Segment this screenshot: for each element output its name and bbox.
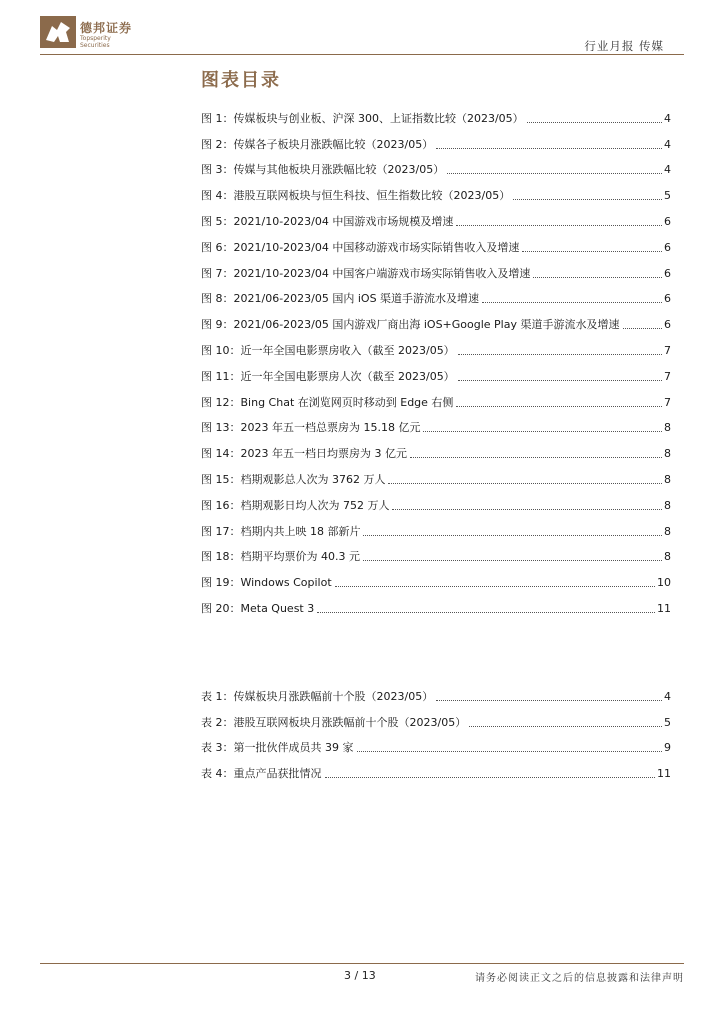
toc-entry[interactable] [201,100,671,126]
toc-label: 图 14：2023 年五一档日均票房为 3 亿元 [201,447,407,461]
toc-label: 表 4：重点产品获批情况 [201,767,322,781]
toc-page: 6 [664,318,671,332]
toc-label: 图 9：2021/06-2023/05 国内游戏厂商出海 iOS+Google Play 渠道手游流水及增速 [201,318,620,332]
toc-label: 图 13：2023 年五一档总票房为 15.18 亿元 [201,421,421,435]
footer-divider [40,963,684,964]
dot-leader [527,122,662,123]
figure-list [201,100,671,616]
dot-leader [623,328,663,329]
dot-leader [533,277,662,278]
toc-entry[interactable] [201,678,671,704]
toc-page: 8 [664,550,671,564]
dot-leader [456,406,662,407]
toc-page: 8 [664,524,671,538]
toc-entry[interactable] [201,306,671,332]
dot-leader [357,751,663,752]
dot-leader [469,726,662,727]
header-divider [40,54,684,55]
toc-label: 图 1：传媒板块与创业板、沪深 300、上证指数比较（2023/05） [201,111,524,125]
toc-label: 表 2：港股互联网板块月涨跌幅前十个股（2023/05） [201,715,467,729]
dot-leader [522,251,662,252]
toc-page: 8 [664,421,671,435]
toc-entry[interactable] [201,255,671,281]
logo-mark-icon [40,16,76,48]
dot-leader [458,380,662,381]
report-category: 行业月报 传媒 [584,39,664,53]
toc-page: 4 [664,111,671,125]
toc-label: 图 4：港股互联网板块与恒生科技、恒生指数比较（2023/05） [201,189,511,203]
toc-page: 6 [664,266,671,280]
toc-entry[interactable] [201,177,671,203]
toc-entry[interactable] [201,704,671,730]
toc-page: 4 [664,137,671,151]
toc-entry[interactable] [201,730,671,756]
dot-leader [392,509,662,510]
toc-label: 图 2：传媒各子板块月涨跌幅比较（2023/05） [201,137,434,151]
toc-label: 图 11：近一年全国电影票房人次（截至 2023/05） [201,369,455,383]
toc-entry[interactable] [201,152,671,178]
toc-page: 6 [664,240,671,254]
toc-entry[interactable] [201,332,671,358]
toc-entry[interactable] [201,564,671,590]
toc-entry[interactable] [201,229,671,255]
logo-name-cn: 德邦证券 [80,21,133,35]
toc-label: 图 12：Bing Chat 在浏览网页时移动到 Edge 右侧 [201,395,454,409]
dot-leader [447,173,662,174]
toc-label: 图 17：档期内共上映 18 部新片 [201,524,361,538]
toc-label: 图 5：2021/10-2023/04 中国游戏市场规模及增速 [201,214,454,228]
toc-page: 6 [664,292,671,306]
toc-label: 图 7：2021/10-2023/04 中国客户端游戏市场实际销售收入及增速 [201,266,531,280]
toc-page: 11 [657,767,671,781]
page-number: 3 / 13 [344,969,376,982]
toc-entry[interactable] [201,358,671,384]
toc-page: 8 [664,498,671,512]
toc-page: 7 [664,343,671,357]
logo-name-en: Topsperity Securities [80,35,111,49]
dot-leader [363,560,662,561]
toc-label: 图 18：档期平均票价为 40.3 元 [201,550,360,564]
toc-entry[interactable] [201,126,671,152]
table-list [201,678,671,781]
toc-page: 8 [664,447,671,461]
toc-label: 图 19：Windows Copilot [201,576,332,590]
toc-label: 表 3：第一批伙伴成员共 39 家 [201,741,354,755]
toc-page: 4 [664,689,671,703]
toc-entry[interactable] [201,461,671,487]
toc-label: 图 20：Meta Quest 3 [201,601,315,615]
dot-leader [458,354,662,355]
toc-page: 10 [657,576,671,590]
toc-page: 5 [664,189,671,203]
toc-page: 7 [664,369,671,383]
toc-label: 表 1：传媒板块月涨跌幅前十个股（2023/05） [201,689,434,703]
toc-label: 图 6：2021/10-2023/04 中国移动游戏市场实际销售收入及增速 [201,240,520,254]
toc-title: 图表目录 [201,70,281,91]
dot-leader [423,431,662,432]
dot-leader [482,302,662,303]
company-logo [40,16,140,48]
dot-leader [335,586,655,587]
toc-page: 9 [664,741,671,755]
toc-label: 图 3：传媒与其他板块月涨跌幅比较（2023/05） [201,163,445,177]
legal-disclaimer: 请务必阅读正文之后的信息披露和法律声明 [475,973,684,984]
dot-leader [410,457,662,458]
toc-entry[interactable] [201,590,671,616]
dot-leader [325,777,656,778]
toc-entry[interactable] [201,281,671,307]
dot-leader [513,199,662,200]
dot-leader [317,612,655,613]
toc-page: 5 [664,715,671,729]
toc-label: 图 15：档期观影总人次为 3762 万人 [201,472,386,486]
toc-page: 7 [664,395,671,409]
dot-leader [363,535,662,536]
toc-entry[interactable] [201,435,671,461]
toc-entry[interactable] [201,755,671,781]
toc-label: 图 8：2021/06-2023/05 国内 iOS 渠道手游流水及增速 [201,292,480,306]
toc-label: 图 16：档期观影日均人次为 752 万人 [201,498,390,512]
toc-entry[interactable] [201,203,671,229]
toc-page: 4 [664,163,671,177]
dot-leader [436,700,662,701]
toc-entry[interactable] [201,384,671,410]
toc-label: 图 10：近一年全国电影票房收入（截至 2023/05） [201,343,455,357]
dot-leader [436,148,662,149]
dot-leader [456,225,662,226]
toc-page: 6 [664,214,671,228]
toc-page: 11 [657,601,671,615]
dot-leader [388,483,662,484]
toc-entry[interactable] [201,410,671,436]
toc-page: 8 [664,472,671,486]
toc-entry[interactable] [201,487,671,513]
toc-entry[interactable] [201,539,671,565]
toc-entry[interactable] [201,513,671,539]
